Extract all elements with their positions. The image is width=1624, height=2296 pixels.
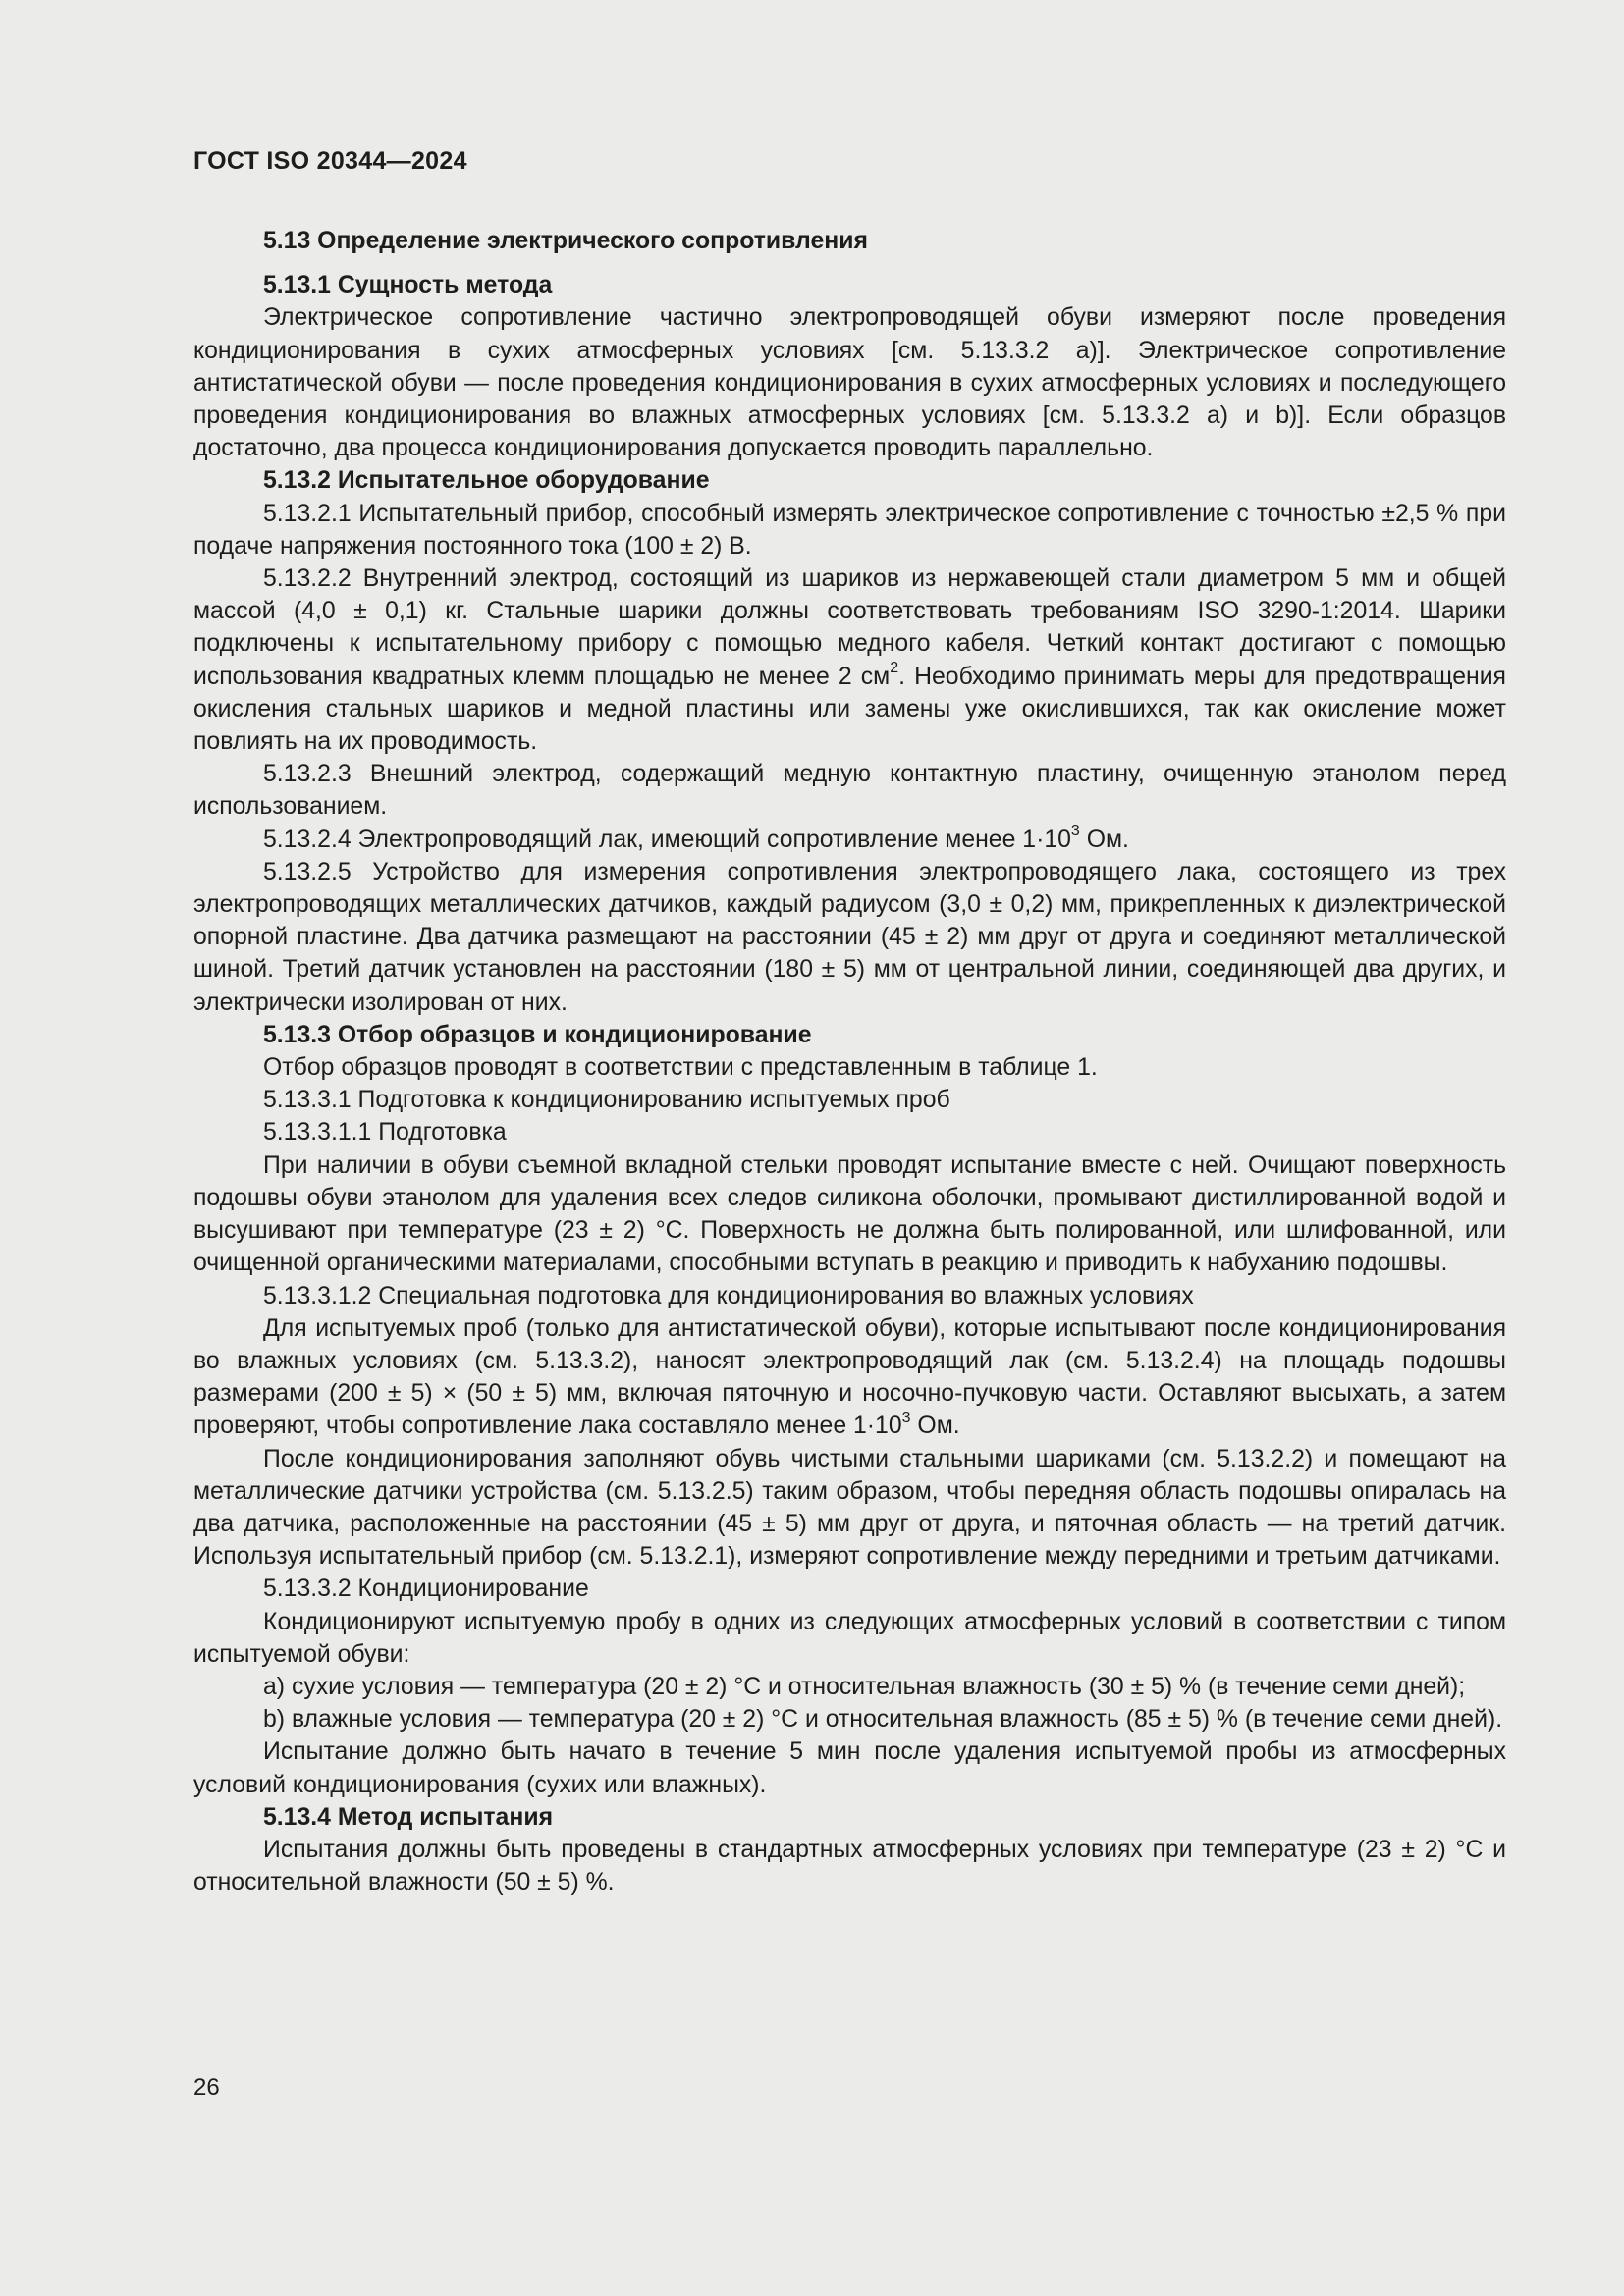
subsection-title-5-13-4: 5.13.4 Метод испытания [263,1803,554,1831]
paragraph-5-13-2-2-text-cont: . Необходимо принимать меры для предотвращения окисления стальных шариков и медной пластины или замены уже окислившихся, так как окисление может повлиять на их проводимость. [193,663,1506,756]
paragraph-5-13-3-1: 5.13.3.1 Подготовка к кондиционированию испытуемых проб [263,1087,950,1114]
paragraph-5-13-2-2 [193,562,1506,758]
page-number: 26 [193,2074,220,2101]
paragraph-5-13-3-1-2: 5.13.3.1.2 Специальная подготовка для кондиционирования во влажных условиях [263,1282,1194,1309]
paragraph-5-13-3-2: 5.13.3.2 Кондиционирование [263,1575,589,1603]
paragraph-5-13-2-1: 5.13.2.1 Испытательный прибор, способный измерять электрическое сопротивление с точностью ±2,5 % при подаче напряжения постоянного тока (100 ± 2) В. [193,500,1506,560]
document-code-header: ГОСТ ISO 20344—2024 [193,147,467,175]
paragraph-5-13-2-2-text: 5.13.2.2 Внутренний электрод, состоящий из шариков из нержавеющей стали диаметром 5 мм и общей массой (4,0 ± 0,1) кг. Стальные шарики должны соответствовать требованиям ISO 3290-1:2014. Шарики подключены к испытательному прибору с помощью медного кабеля. Четкий контакт достигают с помощью использования квадратных клемм площадью не менее 2 см [193,565,1506,690]
paragraph-after-conditioning: После кондиционирования заполняют обувь чистыми стальными шариками (см. 5.13.2.2) и помещают на металлические датчики устройства (см. 5.13.2.5) таким образом, чтобы передняя область подошвы опиралась на два датчика, расположенные на расстоянии (45 ± 5) мм друг от друга, и пяточная область — на третий датчик. Используя испытательный прибор (см. 5.13.2.1), измеряют сопротивление между передними и третьим датчиками. [193,1445,1506,1571]
superscript: 3 [1070,823,1080,840]
subsection-title-5-13-2: 5.13.2 Испытательное оборудование [263,467,710,495]
paragraph-method-essence: Электрическое сопротивление частично электропроводящей обуви измеряют после проведения кондиционирования в сухих атмосферных условиях [см. 5.13.3.2 a)]. Электрическое сопротивление антистатической обуви — после проведения кондиционирования в сухих атмосферных условиях и последующего проведения кондиционирования во влажных атмосферных условиях [см. 5.13.3.2 a) и b)]. Если образцов достаточно, два процесса кондиционирования допускается проводить параллельно. [193,304,1506,462]
superscript: 2 [890,660,899,677]
paragraph-5-13-3-1-1: 5.13.3.1.1 Подготовка [263,1119,507,1147]
paragraph-5-13-2-5: 5.13.2.5 Устройство для измерения сопротивления электропроводящего лака, состоящего из трех электропроводящих металлических датчиков, каждый радиусом (3,0 ± 0,2) мм, прикрепленных к диэлектрической опорной пластине. Два датчика размещают на расстоянии (45 ± 2) мм друг от друга и соединяют металлической шиной. Третий датчик установлен на расстоянии (180 ± 5) мм от центральной линии, соединяющей два других, и электрически изолирован от них. [193,858,1506,1016]
paragraph-wet-preparation-text-cont: Ом. [910,1413,960,1440]
subsection-title-5-13-3: 5.13.3 Отбор образцов и кондиционирование [263,1021,812,1048]
paragraph-wet-preparation [193,1312,1506,1443]
list-item-wet-conditions: b) влажные условия — температура (20 ± 2) °С и относительная влажность (85 ± 5) % (в течение семи дней). [263,1706,1503,1734]
paragraph-wet-preparation-text: Для испытуемых проб (только для антистатической обуви), которые испытывают после кондиционирования во влажных условиях (см. 5.13.3.2), наносят электропроводящий лак (см. 5.13.2.4) на площадь подошвы размерами (200 ± 5) × (50 ± 5) мм, включая пяточную и носочно-пучковую части. Оставляют высыхать, а затем проверяют, чтобы сопротивление лака составляло менее 1·10 [193,1314,1506,1440]
list-item-dry-conditions: а) сухие условия — температура (20 ± 2) °С и относительная влажность (30 ± 5) % (в течение семи дней); [263,1673,1466,1700]
paragraph-test-method: Испытания должны быть проведены в стандартных атмосферных условиях при температуре (23 ± 2) °С и относительной влажности (50 ± 5) %. [193,1836,1506,1896]
section-title: 5.13 Определение электрического сопротивления [263,228,868,254]
superscript: 3 [901,1410,911,1427]
paragraph-conditioning-intro: Кондиционируют испытуемую пробу в одних из следующих атмосферных условий в соответствии с типом испытуемой обуви: [193,1608,1506,1668]
paragraph-5-13-2-3: 5.13.2.3 Внешний электрод, содержащий медную контактную пластину, очищенную этанолом перед использованием. [193,761,1506,821]
paragraph-5-13-2-4 [193,824,1506,856]
document-body [193,225,1506,1898]
paragraph-test-start: Испытание должно быть начато в течение 5 мин после удаления испытуемой пробы из атмосферных условий кондиционирования (сухих или влажных). [193,1738,1506,1798]
subsection-title-5-13-1: 5.13.1 Сущность метода [263,272,553,299]
paragraph-sampling: Отбор образцов проводят в соответствии с представленным в таблице 1. [263,1054,1098,1082]
paragraph-5-13-2-4-text-cont: Ом. [1079,826,1129,853]
paragraph-5-13-2-4-text: 5.13.2.4 Электропроводящий лак, имеющий сопротивление менее 1·10 [263,826,1071,853]
paragraph-preparation: При наличии в обуви съемной вкладной стельки проводят испытание вместе с ней. Очищают поверхность подошвы обуви этанолом для удаления всех следов силикона оболочки, промывают дистиллированной водой и высушивают при температуре (23 ± 2) °С. Поверхность не должна быть полированной, или шлифованной, или очищенной органическими материалами, способными вступать в реакцию и приводить к набуханию подошвы. [193,1151,1506,1277]
